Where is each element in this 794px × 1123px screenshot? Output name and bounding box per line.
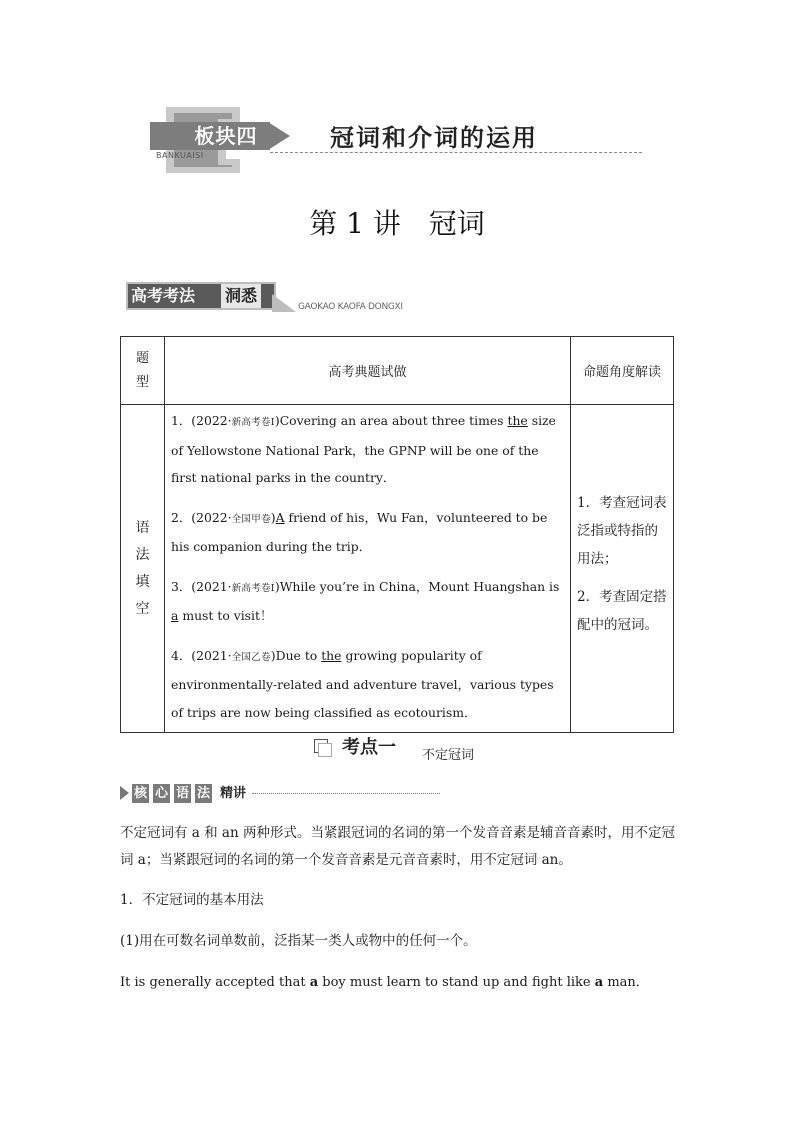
method-tag-slope: [272, 294, 296, 312]
item-text: growing popularity of environmentally-related and adventure travel，various types of trips are now being classified as ecotourism．: [171, 647, 554, 720]
example-item: [171, 504, 564, 561]
method-tag-label: 高考考法: [131, 286, 196, 305]
block-pinyin: BANKUAISI: [156, 151, 204, 160]
point-title: 考点一: [342, 737, 396, 758]
exam-table: [120, 336, 674, 733]
example-sentence: [120, 969, 680, 996]
table-row: [121, 405, 674, 733]
item-source: 新高考卷Ⅰ: [231, 417, 275, 428]
section-title: 冠词和介词的运用: [330, 124, 538, 152]
subheading: 1．不定冠词的基本用法: [120, 892, 264, 908]
item-number: 4．(2021·: [171, 647, 232, 663]
core-char: 核: [134, 786, 148, 801]
item-text: )Covering an area about three times: [274, 413, 508, 428]
table-header-row: [121, 337, 674, 405]
analysis-item: 2．考查固定搭配中的冠词。: [577, 588, 667, 633]
example-item: [171, 573, 564, 630]
cell-analysis: [571, 405, 674, 733]
intro-paragraph: 不定冠词有 a 和 an 两种形式。当紧跟冠词的名词的第一个发音音素是辅音音素时，用不定冠词 a；当紧跟冠词的名词的第一个发音音素是元音音素时，用不定冠词 an。: [120, 825, 675, 868]
rule-paragraph: (1)用在可数名词单数前，泛指某一类人或物中的任何一个。: [120, 933, 477, 949]
point-subtitle: 不定冠词: [422, 748, 475, 763]
item-text: friend of his，Wu Fan，volunteered to be his companion during the trip．: [171, 509, 548, 554]
core-tail: 精讲: [220, 786, 247, 801]
item-number: 1．(2022·: [171, 413, 232, 428]
play-arrow-icon: [120, 786, 129, 800]
method-tag-pinyin: GAOKAO KAOFA DONGXI: [298, 302, 403, 312]
item-text: )Due to: [270, 647, 322, 663]
example-article: a: [594, 975, 604, 990]
item-number: 3．(2021·: [171, 578, 232, 594]
example-text: It is generally accepted that: [120, 975, 310, 990]
banner-divider: [270, 152, 642, 153]
point-icon-overlay: [318, 743, 332, 757]
core-char: 语: [176, 786, 190, 801]
header-examples: 高考典题试做: [165, 337, 571, 405]
item-text: must to visit！: [178, 608, 273, 623]
item-text: )While you’re in China，Mount Huangshan is: [274, 578, 560, 594]
core-char: 法: [197, 786, 211, 801]
core-char: 心: [155, 786, 169, 801]
example-item: [171, 642, 564, 727]
item-source: 全国甲卷: [231, 513, 271, 525]
header-analysis: 命题角度解读: [571, 337, 674, 405]
item-text: ): [270, 509, 276, 525]
item-text: size of Yellowstone National Park，the GPNP will be one of the first national parks in the country．: [171, 413, 556, 485]
header-type: [121, 337, 165, 405]
item-answer: the: [321, 647, 342, 663]
lecture-title: 第 1 讲 冠词: [309, 207, 485, 240]
cell-type-text: 语法填空: [135, 519, 150, 617]
cell-examples: [165, 405, 571, 733]
example-text: man．: [603, 975, 649, 990]
item-source: 新高考卷Ⅰ: [231, 582, 275, 594]
example-item: [171, 407, 564, 492]
header-type-text: 题型: [135, 350, 149, 390]
item-number: 2．(2022·: [171, 509, 232, 525]
example-article: a: [309, 975, 319, 990]
core-divider: [252, 793, 440, 794]
cell-type: [121, 405, 165, 733]
example-text: boy must learn to stand up and fight like: [318, 975, 595, 990]
method-tag-highlight: 洞悉: [221, 284, 261, 308]
item-answer: a: [171, 608, 179, 623]
block-label: 板块四: [194, 124, 258, 148]
item-source: 全国乙卷: [231, 651, 271, 663]
analysis-item: 1．考查冠词表泛指或特指的用法；: [577, 494, 667, 567]
item-answer: A: [275, 509, 285, 525]
item-answer: the: [507, 413, 528, 428]
